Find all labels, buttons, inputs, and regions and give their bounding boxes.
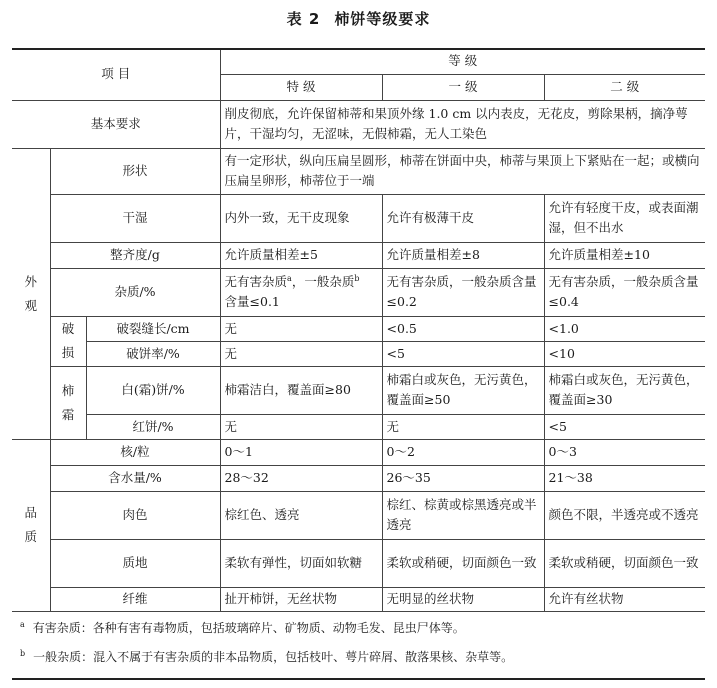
- fiber-g1: 扯开柿饼，无丝状物: [220, 587, 382, 611]
- vertical-char: 外: [24, 273, 37, 289]
- fiber-g2: 无明显的丝状物: [382, 587, 544, 611]
- basic-text: 削皮彻底，允许保留柿蒂和果顶外缘 1.0 cm 以内表皮，无花皮，剪除果柄，摘净萼片，干湿均匀，无涩味，无假柿霜，无人工染色: [220, 100, 705, 148]
- footnote-text-b: 一般杂质：混入不属于有害杂质的非本品物质，包括枝叶、萼片碎屑、散落果核、杂草等。: [33, 650, 514, 665]
- impurity-g3: 无有害杂质，一般杂质含量≤0.4: [544, 268, 705, 316]
- dryness-g1: 内外一致，无干皮现象: [220, 194, 382, 242]
- impurity-g1-part2: ，一般杂质: [291, 274, 355, 289]
- uniformity-g2: 允许质量相差±8: [382, 242, 544, 268]
- dryness-g3: 允许有轻度干皮，或表面潮湿，但不出水: [544, 194, 705, 242]
- vertical-char: 破: [61, 321, 75, 336]
- crack-g1: 无: [220, 316, 382, 341]
- footnote-mark-a: a: [20, 620, 25, 630]
- color-g3: 颜色不限，半透亮或不透亮: [544, 491, 705, 539]
- white-g2: 柿霜白或灰色，无污黄色，覆盖面≥50: [382, 366, 544, 414]
- vertical-char: 品: [24, 505, 37, 520]
- color-g1: 棕红色、透亮: [220, 491, 382, 539]
- shape-label: 形状: [50, 148, 220, 194]
- shape-text: 有一定形状，纵向压扁呈圆形，柿蒂在饼面中央，柿蒂与果顶上下紧贴在一起；或横向压扁呈卵形，柿蒂位于一端: [220, 148, 705, 194]
- impurity-label: 杂质/%: [50, 268, 220, 316]
- white-label: 白(霜)饼/%: [86, 366, 220, 414]
- crack-g2: <0.5: [382, 316, 544, 341]
- texture-g2: 柔软或稍硬，切面颜色一致: [382, 539, 544, 587]
- impurity-g2: 无有害杂质，一般杂质含量≤0.2: [382, 268, 544, 316]
- crack-g3: <1.0: [544, 316, 705, 341]
- white-g1: 柿霜洁白，覆盖面≥80: [220, 366, 382, 414]
- vertical-char: 观: [24, 297, 37, 313]
- header-grade-3: 二 级: [544, 74, 705, 100]
- uniformity-label: 整齐度/g: [50, 242, 220, 268]
- uniformity-g3: 允许质量相差±10: [544, 242, 705, 268]
- footnote-ref-a: a: [287, 273, 292, 283]
- fiber-g3: 允许有丝状物: [544, 587, 705, 611]
- table-frame: [12, 48, 705, 680]
- texture-label: 质地: [50, 539, 220, 587]
- red-g1: 无: [220, 414, 382, 439]
- moisture-g1: 28～32: [220, 465, 382, 491]
- texture-g1: 柔软有弹性，切面如软糖: [220, 539, 382, 587]
- header-grade: 等 级: [220, 48, 705, 74]
- broken-g1: 无: [220, 341, 382, 366]
- red-g2: 无: [382, 414, 544, 439]
- table-title-text: 柿饼等级要求: [334, 10, 431, 28]
- impurity-g1-part3: 含量≤0.1: [224, 294, 280, 309]
- footnote-mark-b: b: [20, 649, 26, 659]
- color-g2: 棕红、棕黄或棕黑透亮或半透亮: [382, 491, 544, 539]
- seed-g1: 0～1: [220, 439, 382, 465]
- impurity-g1-part1: 无有害杂质: [224, 274, 288, 289]
- dryness-label: 干湿: [50, 194, 220, 242]
- broken-g2: <5: [382, 341, 544, 366]
- broken-g3: <10: [544, 341, 705, 366]
- fiber-label: 纤维: [50, 587, 220, 611]
- dryness-g2: 允许有极薄干皮: [382, 194, 544, 242]
- uniformity-g1: 允许质量相差±5: [220, 242, 382, 268]
- broken-label: 破饼率/%: [86, 341, 220, 366]
- basic-label: 基本要求: [12, 100, 220, 148]
- seed-g2: 0～2: [382, 439, 544, 465]
- red-label: 红饼/%: [86, 414, 220, 439]
- vertical-char: 柿: [61, 382, 75, 398]
- moisture-label: 含水量/%: [50, 465, 220, 491]
- header-grade-1: 特 级: [220, 74, 382, 100]
- red-g3: <5: [544, 414, 705, 439]
- crack-label: 破裂缝长/cm: [86, 316, 220, 341]
- texture-g3: 柔软或稍硬，切面颜色一致: [544, 539, 705, 587]
- footnote-text-a: 有害杂质：各种有害有毒物质，包括玻璃碎片、矿物质、动物毛发、昆虫尸体等。: [32, 621, 465, 636]
- vertical-char: 霜: [61, 406, 75, 422]
- seed-label: 核/粒: [50, 439, 220, 465]
- footnote-ref-b: b: [354, 273, 360, 283]
- vertical-char: 损: [61, 345, 75, 360]
- table-title: [0, 8, 717, 29]
- vertical-char: 质: [24, 529, 37, 544]
- moisture-g2: 26～35: [382, 465, 544, 491]
- moisture-g3: 21～38: [544, 465, 705, 491]
- header-grade-2: 一 级: [382, 74, 544, 100]
- table-number: 表 2: [286, 10, 321, 28]
- seed-g3: 0～3: [544, 439, 705, 465]
- white-g3: 柿霜白或灰色，无污黄色，覆盖面≥30: [544, 366, 705, 414]
- header-item: 项 目: [12, 48, 220, 100]
- color-label: 肉色: [50, 491, 220, 539]
